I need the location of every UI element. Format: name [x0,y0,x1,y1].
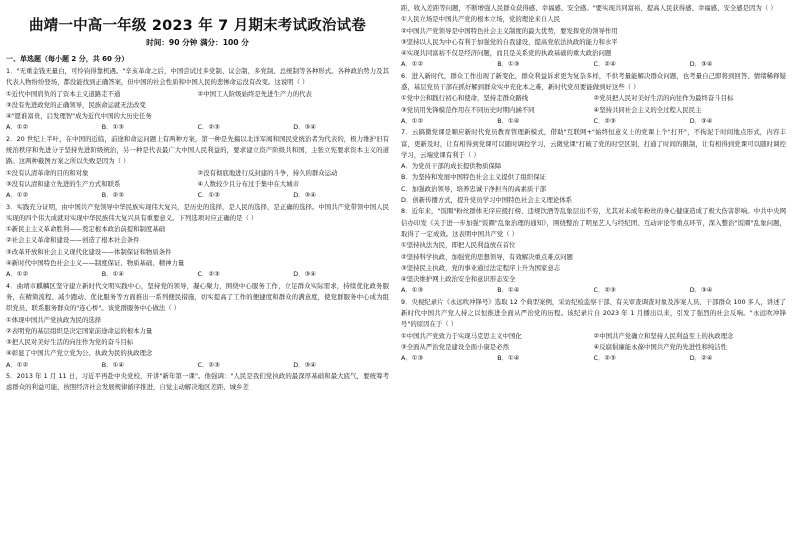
option-row [401,105,786,116]
answer-choice: D．③④ [689,60,713,69]
answer-choices [6,190,389,201]
option: ③没有认清和建立先进的生产方式和联系 [6,179,121,188]
question-9 [401,297,786,365]
question-8 [401,206,786,296]
option: ②中国共产党领导是中国特色社会主义制度的最大优势，要发挥党的领导作用 [401,26,618,35]
answer-choice: D．③④ [689,286,713,295]
option: ④反腐倡廉能永葆中国共产党的先进性和纯洁性 [593,342,728,351]
option: ④"愿谁富贵，启发理智"成为近代中国的大历史任务 [6,112,152,121]
question-3 [6,202,389,281]
section-heading: 一、单选题（每小题 2 分，共 60 分） [6,55,129,63]
answer-choice: D．③④ [293,123,317,132]
answer-choice: B．①④ [101,270,124,279]
option: ③坚持以人民为中心有利于加强党的自我建设，提高党依法执政的能力和水平 [401,37,618,46]
answer-choice: A．①② [6,191,29,200]
option: C．加强政治领导，培养忠诚干净担当的高素质干部 [401,184,547,193]
option: ④新时代中国特色社会主义——制度保证、物质基础、精神力量 [6,259,185,268]
question-6 [401,71,786,127]
answer-choice: C．②③ [593,286,616,295]
option: ③党员用先锋模范作用在不同历史时期内涵不同 [401,105,535,114]
question-2 [6,134,389,202]
option: ③改革开放和社会主义现代化建设——体制保证和物质条件 [6,247,172,256]
answer-choice: C．②④ [593,60,616,69]
question-7 [401,127,786,206]
question-stem: 6．进入新时代，群众工作出现了新变化，群众利益诉求更为复杂多样，不供考量能解决群众问题，也考量自己即将到回答、情绪稀释疑惑，基层党员干部在抓好解到群众实中充化本之难，新时代党员要能做到好这些（ ） [401,71,786,92]
answer-choices [401,285,786,296]
answer-choice: A．①③ [401,286,424,295]
option: ①党中公和践行初心和使命，坚持走群众路线 [401,94,529,103]
option: ①人民立场是中国共产党的根本立场，党的理论来自人民 [401,15,561,24]
answer-choice: A．①② [401,116,424,125]
option: A．为党员干部的成长提供物质保障 [401,162,502,171]
option: ②坚持科学执政，加强党的思想领导，有效解决重点难点问题 [401,252,573,261]
option-row [401,331,786,342]
left-column [6,0,389,394]
right-column [401,3,786,365]
question-stem: 4．曲靖市麒麟区坚守建立新时代文明实践中心，坚持党的领导，凝心聚力，围绕中心服务工作，立足群众实际需求，持续优化政务服务，在精简流程、减少跑动、优化服务等方面推出一系列便民措施，切实提高了工作的便捷度和群众的满意度，使党群服务中心成为组织党员、联系服务群众的"连心桥"。该党群服务中心做法（ ） [6,281,389,313]
answer-choice: A．①③ [401,354,424,363]
option: ④坚决维护网上政治安全和意识形态安全 [401,275,516,284]
option: ①体现中国共产党执政为民的选择 [6,315,102,324]
option: ④彰显了中国共产党立党为公、执政为民的执政理念 [6,349,153,358]
answer-choice: B．①③ [101,123,124,132]
answer-choices [6,122,389,133]
option: ②社会主义革命和建设——创造了根本社会条件 [6,236,140,245]
answer-choice: D．②④ [689,354,713,363]
question-5-continued [401,3,786,71]
question-stem: 距、收入差距等问题，不断增强人民群众获得感、幸福感、安全感。"要实现共同富裕，提高人民获得感、幸福感、安全感是因为（ ） [401,4,777,12]
question-stem: 8．近年来，"饭圈"粉丝群体无序应援打榜、违规饮酒等乱象层出不穷，尤其对未成年粉丝的身心健康造成了极大伤害影响。中共中央网信办印发《关于进一步加强"饭圈"乱象治理的通知》，围绕整治了明星艺人与经纪团、互动评论等重点环节，深入整治"饭圈"乱象问题，取得了一定成效。这表明中国共产党（ ） [401,207,786,238]
answer-choice: A．①② [6,123,29,132]
answer-choice: C．②③ [197,270,220,279]
answer-choice: D．③④ [293,270,317,279]
option: ③没有先进政党的正确领导，民族命运就无法改变 [6,100,146,109]
answer-choice: D．③④ [293,191,317,200]
answer-choice: C．②③ [197,123,220,132]
option: ②中国共产党确立和坚持人民利益至上的执政理念 [593,331,734,340]
option: ③全面从严治党是建设全面小康是必然 [401,342,509,351]
answer-choice: C．②③ [197,360,220,369]
option: ①没有认清革命的目的和对象 [6,168,89,177]
answer-choice: A．①② [6,270,29,279]
option-row [6,179,389,190]
answer-choice: B．②③ [101,191,124,200]
exam-title: 曲靖一中高一年级 2023 年 7 月期末考试政治试卷 [28,18,367,34]
option: ③坚持民主执政，党的事业通过法定程序上升为国家意志 [401,263,561,272]
question-stem: 1．"无重金钱无量白，可怜钧得靠机遇。"辛亥革命之后，中国尝试过多党制、议会制、多党制、总统制等各种形式。各种政治势力及其代表人物纷纷登场，都没能找到正确答案，但中国的社会性质和中国人民的悲惨命运没有改变。这说明（ ） [6,67,389,87]
answer-choice: B．①④ [497,116,520,125]
option: ①中国共产党致力于实现马克思主义中国化 [401,331,522,340]
option: D．创新传播方式，提升党员学习中国特色社会主义理论体系 [401,196,573,205]
option: B．为坚持和发展中国特色社会主义提供了组织保证 [401,173,546,182]
answer-choice: B．①④ [497,354,520,363]
option-row [401,93,786,104]
answer-choice: B．①④ [101,360,124,369]
answer-choices [401,353,786,364]
option: ②没有彻底地进行反封建的斗争，持久的群众运动 [197,168,338,177]
option: ③把人民对美好生活的向往作为党的奋斗目标 [6,338,134,347]
answer-choices [401,59,786,70]
answer-choice: D．③④ [293,360,317,369]
answer-choice: A．①② [401,60,424,69]
answer-choices [6,360,389,371]
option: ①新民主主义革命胜利——奠定根本政治前提和制度基础 [6,225,166,234]
question-5-start [6,371,389,394]
answer-choice: A．①② [6,360,29,369]
option: ④实现共同富裕不仅是经济问题，而且是关系党的执政基础的重大政治问题 [401,49,612,58]
question-stem: 5．2013 年 1 月 11 日，习近平再赴中央党校，开讲"新年第一课"。他强调："人民是我们党执政的最深厚基础和最大底气，要统筹考虑群众的利益可能，按照经济社会发展规律循序推进，自觉主动解决地区差距、城乡差 [6,372,389,392]
answer-choices [6,269,389,280]
question-stem: 2．20 世纪上半叶，在中国的近临，前途和命运问题上有两种方案，第一种是先搞以北洋军阀和国民党统治者为代表的，极力维护旧有统治秩序和先进分子坚持先进阶级统治，另一种是代表最广大中国人民利益的，要求建立资产阶级共和国，主张立宪要求资本主义的道路。这两种截图方案之所以失败是因为（ ） [6,134,389,166]
question-4 [6,281,389,371]
question-stem: 9．央视纪录片《永远吹冲锋号》选取 12 个典型案例，采访纪检监察干部、有关审查调查对象及涉案人员、干部群众 100 多人，讲述了新时代中国共产党人持之以恒推进全面从严治党的历程。该纪录片自 2023 年 1 月播出以来，引发了强烈的社会反响。"永远吹冲锋号"的原因在于（ ） [401,297,786,329]
option: ①坚持执法为民，即把人民利益放在首位 [401,241,516,250]
question-stem: 3．实践充分证明，由中国共产党领导中华民族实现伟大复兴，是历史的选择，是人民的选择，是正确的选择。中国共产党带领中国人民实现的四个伟大成就对实现中华民族伟大复兴具有重要意义。下列选项对应正确的是（ ） [6,202,389,222]
option: ②党员把人民对美好生活的向往作为最终奋斗目标 [593,94,734,103]
answer-choice: B．①③ [497,60,520,69]
option-row [6,89,389,100]
answer-choice: D．③④ [689,116,713,125]
option: ②表明党的基层组织是决定国家前途命运的根本力量 [6,326,153,335]
option: ④人数较少且分布过于集中在大城市 [197,179,300,188]
answer-choice: C．②③ [593,354,616,363]
answer-choice: C．②③ [593,116,616,125]
option-row [6,168,389,179]
answer-choice: B．①④ [497,286,520,295]
answer-choices [401,116,786,127]
answer-choice: C．①③ [197,191,220,200]
question-stem: 7．云搞微党课是顺应新时代党员教育管理新模式，借助"互联网+"始终恒意义上的党课上个"打开"，不拘泥于时间地点形式，内容丰富，更新及时，让有相得到党课可以随时调控学习，云微党课"打破了党的时空区别，打通了时间的限制，让有相得到党课可以随时调控学习，云端党课有利于（ ） [401,128,786,159]
option: ④坚持共同社会主义的全过程人民民主 [593,105,702,114]
option-row [401,342,786,353]
exam-meta: 时间：90 分钟 满分：100 分 [146,38,249,47]
question-1 [6,66,389,134]
option: ①近代中国肩负的了资本主义道路走不通 [6,89,121,98]
option: ②中国工人阶级始终是先进生产力的代表 [197,89,312,98]
